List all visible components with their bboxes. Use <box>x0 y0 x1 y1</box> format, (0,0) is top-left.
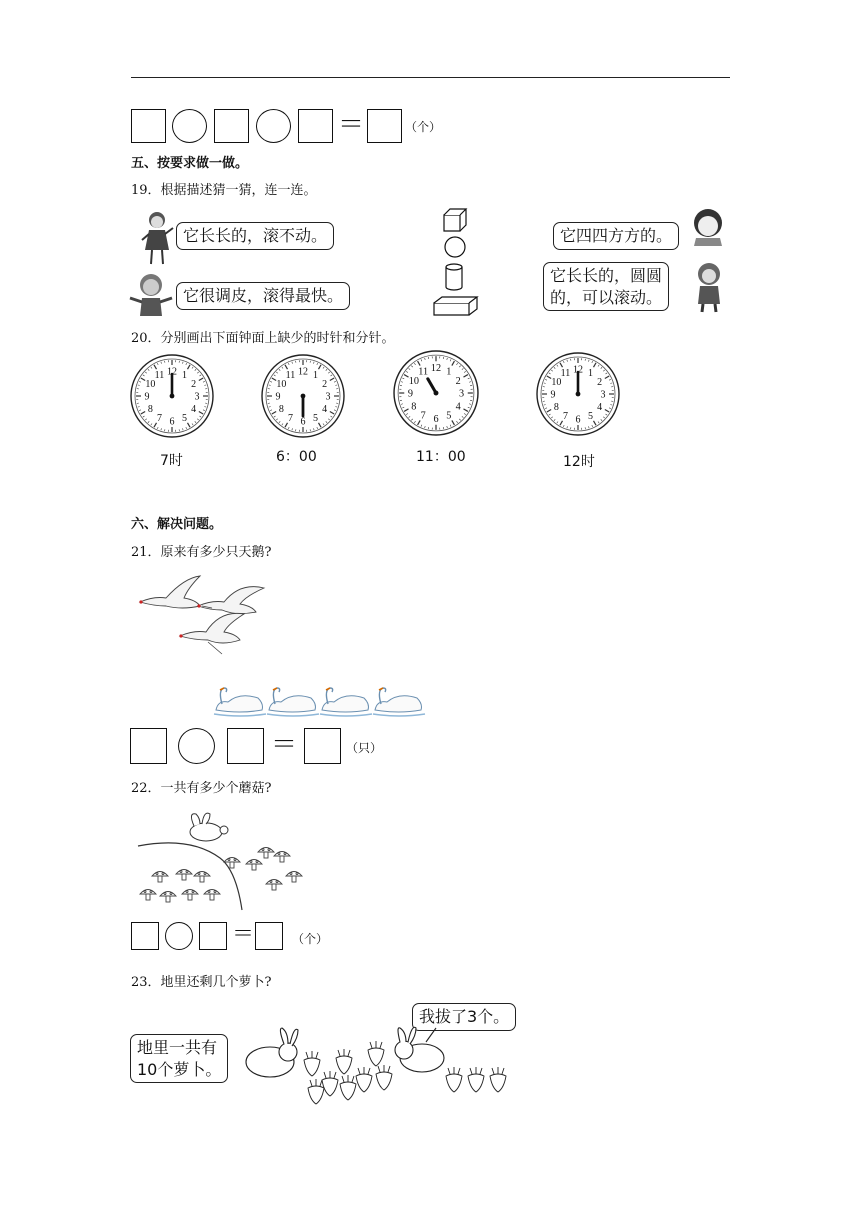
clock-label: 7时 <box>160 453 183 469</box>
unit-label: （个） <box>405 120 442 134</box>
operator-circle[interactable] <box>256 109 291 143</box>
clock-number: 8 <box>411 401 417 413</box>
mushroom-icon <box>266 880 282 891</box>
mushroom-icon <box>224 858 240 869</box>
result-box[interactable] <box>367 109 402 143</box>
clock-face <box>393 350 479 436</box>
clock-number: 6 <box>300 416 306 428</box>
girl-face-figure <box>690 208 726 246</box>
clock-number: 8 <box>278 404 284 415</box>
bubble-line: 10个萝卜。 <box>137 1059 222 1079</box>
clock-number: 4 <box>322 404 328 415</box>
clock-number: 9 <box>275 391 281 403</box>
clock-number: 6 <box>575 414 581 426</box>
clock-number: 3 <box>459 388 465 400</box>
clock-number: 3 <box>194 391 200 403</box>
sphere-icon <box>444 236 466 258</box>
cuboid-icon <box>433 296 479 316</box>
clock-face <box>536 352 620 436</box>
clock-label: 6：00 <box>276 449 317 465</box>
unit-label: （个） <box>292 932 329 946</box>
radish-icon <box>446 1067 462 1092</box>
bubble-line: 的，可以滚动。 <box>550 287 663 307</box>
swan-icon <box>320 688 372 716</box>
question-20-text: 20．分别画出下面钟面上缺少的时针和分针。 <box>131 331 395 346</box>
mushroom-icon <box>182 890 198 901</box>
equals-sign: ＝ <box>271 730 298 760</box>
clock-number: 3 <box>325 391 331 403</box>
clock-number: 9 <box>144 391 150 403</box>
clock-number: 11 <box>418 366 429 378</box>
operator-circle[interactable] <box>178 728 215 764</box>
operator-circle[interactable] <box>172 109 207 143</box>
mushroom-icon <box>140 890 156 901</box>
unit-label: （只） <box>346 741 383 755</box>
radish-icon <box>304 1051 320 1076</box>
clock-number: 6 <box>169 416 175 428</box>
clock-number: 2 <box>322 379 328 390</box>
equals-sign: ＝ <box>338 110 365 140</box>
radish-icon <box>376 1065 392 1090</box>
clock-label: 12时 <box>563 454 595 470</box>
radish-icon <box>468 1067 484 1092</box>
clock-number: 4 <box>455 401 461 413</box>
clock-number: 8 <box>147 404 153 415</box>
section-five-title: 五、按要求做一做。 <box>131 156 249 171</box>
radish-icon <box>368 1041 384 1066</box>
boy-curly-figure <box>690 262 728 312</box>
clock-number: 1 <box>182 369 187 381</box>
answer-box[interactable] <box>131 109 166 143</box>
question-23-text: 23．地里还剩几个萝卜? <box>131 975 272 990</box>
clock-number: 11 <box>154 369 165 381</box>
rabbit-mushrooms-picture <box>130 810 310 914</box>
radish-icon <box>322 1071 338 1096</box>
result-box[interactable] <box>255 922 283 950</box>
question-19-text: 19．根据描述猜一猜，连一连。 <box>131 183 317 198</box>
radish-icon <box>490 1067 506 1092</box>
clock-number: 10 <box>408 375 419 387</box>
clock-number: 5 <box>182 413 187 425</box>
answer-box[interactable] <box>214 109 249 143</box>
operator-circle[interactable] <box>165 922 193 950</box>
clock-number: 2 <box>455 375 461 387</box>
mushroom-icon <box>160 892 176 903</box>
clock-number: 5 <box>446 410 452 422</box>
clock-face <box>130 354 214 438</box>
clock-number: 2 <box>597 377 603 388</box>
clock-number: 11 <box>285 369 296 381</box>
answer-box[interactable] <box>130 728 167 764</box>
radish-icon <box>340 1075 356 1100</box>
cube-icon <box>442 207 468 233</box>
mushroom-icon <box>194 872 210 883</box>
swan-icon <box>267 688 319 716</box>
clock-number: 7 <box>288 413 293 425</box>
clock-number: 1 <box>313 369 318 381</box>
bubble-line: 它长长的，圆圆 <box>550 266 663 285</box>
clock-number: 12 <box>430 362 442 374</box>
answer-box[interactable] <box>199 922 227 950</box>
mushroom-icon <box>246 860 262 871</box>
clock-number: 5 <box>588 411 593 423</box>
section-six-title: 六、解决问题。 <box>131 517 223 532</box>
swan-icon <box>214 688 266 716</box>
clock-number: 7 <box>420 410 426 422</box>
clock-number: 9 <box>550 389 556 401</box>
question-21-text: 21．原来有多少只天鹅? <box>131 545 272 560</box>
rabbits-radishes-picture <box>240 1026 520 1102</box>
cylinder-icon <box>444 263 464 291</box>
clock-number: 9 <box>407 388 413 400</box>
girl-figure <box>139 210 175 266</box>
mushroom-icon <box>274 852 290 863</box>
speech-bubble-long-not-roll: 它长长的，滚不动。 <box>176 222 334 250</box>
clock-label: 11：00 <box>416 449 466 465</box>
clock-face <box>261 354 345 438</box>
clock-number: 2 <box>191 379 197 390</box>
result-box[interactable] <box>304 728 341 764</box>
answer-box[interactable] <box>227 728 264 764</box>
clock-number: 12 <box>573 364 583 376</box>
clock-number: 7 <box>157 413 162 425</box>
clock-number: 10 <box>276 379 287 390</box>
clock-number: 1 <box>588 367 593 379</box>
mushroom-icon <box>152 872 168 883</box>
boy-figure <box>128 272 174 316</box>
speech-bubble-total-radishes <box>130 1034 228 1083</box>
clock-number: 12 <box>167 366 177 378</box>
equals-sign: ＝ <box>232 922 255 947</box>
question-22-text: 22．一共有多少个蘑菇? <box>131 781 272 796</box>
clock-number: 11 <box>560 367 571 379</box>
swimming-swans-picture <box>214 684 428 718</box>
clock-number: 6 <box>433 414 439 426</box>
header-rule <box>131 77 730 78</box>
mushroom-icon <box>258 848 274 859</box>
answer-box[interactable] <box>131 922 159 950</box>
speech-bubble-naughty-fastest: 它很调皮，滚得最快。 <box>176 282 350 310</box>
clock-number: 7 <box>563 411 568 423</box>
bubble-line: 地里一共有 <box>137 1038 218 1057</box>
mushroom-icon <box>176 870 192 881</box>
clock-number: 1 <box>446 366 452 378</box>
mushroom-icon <box>286 872 302 883</box>
clock-number: 5 <box>313 413 318 425</box>
clock-number: 3 <box>600 389 606 401</box>
mushroom-icon <box>204 890 220 901</box>
speech-bubble-long-round <box>543 262 669 311</box>
radish-icon <box>336 1049 352 1074</box>
clock-number: 4 <box>191 404 197 415</box>
clock-number: 4 <box>597 402 603 413</box>
radish-icon <box>356 1067 372 1092</box>
clock-number: 8 <box>553 402 559 413</box>
clock-number: 10 <box>145 379 156 390</box>
swan-icon <box>373 688 425 716</box>
speech-bubble-square: 它四四方方的。 <box>553 222 679 250</box>
speech-bubble-pulled-three: 我拔了3个。 <box>412 1003 516 1031</box>
flying-swans-picture <box>136 574 268 658</box>
clock-number: 10 <box>551 377 562 388</box>
radish-icon <box>308 1079 324 1104</box>
clock-number: 12 <box>298 366 308 378</box>
answer-box[interactable] <box>298 109 333 143</box>
